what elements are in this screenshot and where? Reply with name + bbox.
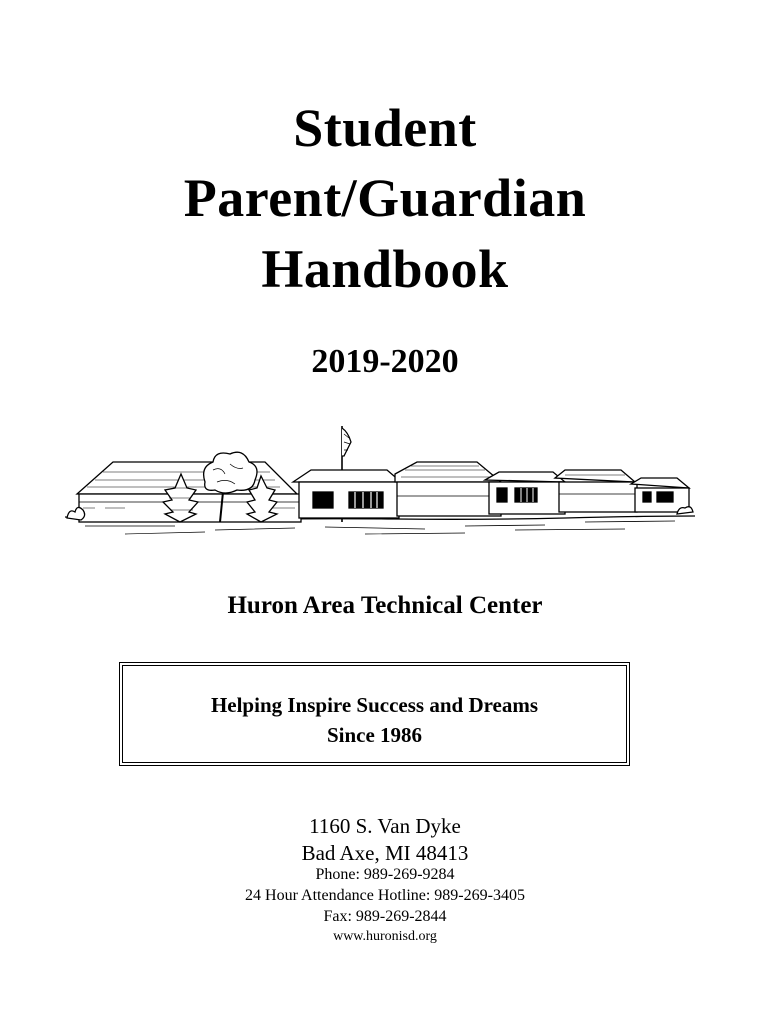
contact-hotline: 24 Hour Attendance Hotline: 989-269-3405 (245, 887, 525, 904)
motto-line-1: Helping Inspire Success and Dreams (210, 693, 539, 717)
address-city: Bad Axe, MI 48413 (301, 841, 469, 865)
address-street: 1160 S. Van Dyke (309, 814, 461, 838)
title-line-handbook: Handbook (261, 239, 509, 299)
contact-website: www.huronisd.org (333, 929, 437, 944)
motto-box (119, 662, 630, 766)
title-line-student: Student (293, 98, 477, 158)
school-building-sketch-icon (65, 422, 695, 540)
center-name: Huron Area Technical Center (227, 592, 543, 619)
contact-fax: Fax: 989-269-2844 (323, 908, 447, 925)
title-line-parent-guardian: Parent/Guardian (183, 168, 587, 228)
motto-line-2: Since 1986 (326, 723, 423, 747)
school-year: 2019-2020 (311, 343, 459, 380)
contact-phone: Phone: 989-269-9284 (315, 866, 455, 883)
